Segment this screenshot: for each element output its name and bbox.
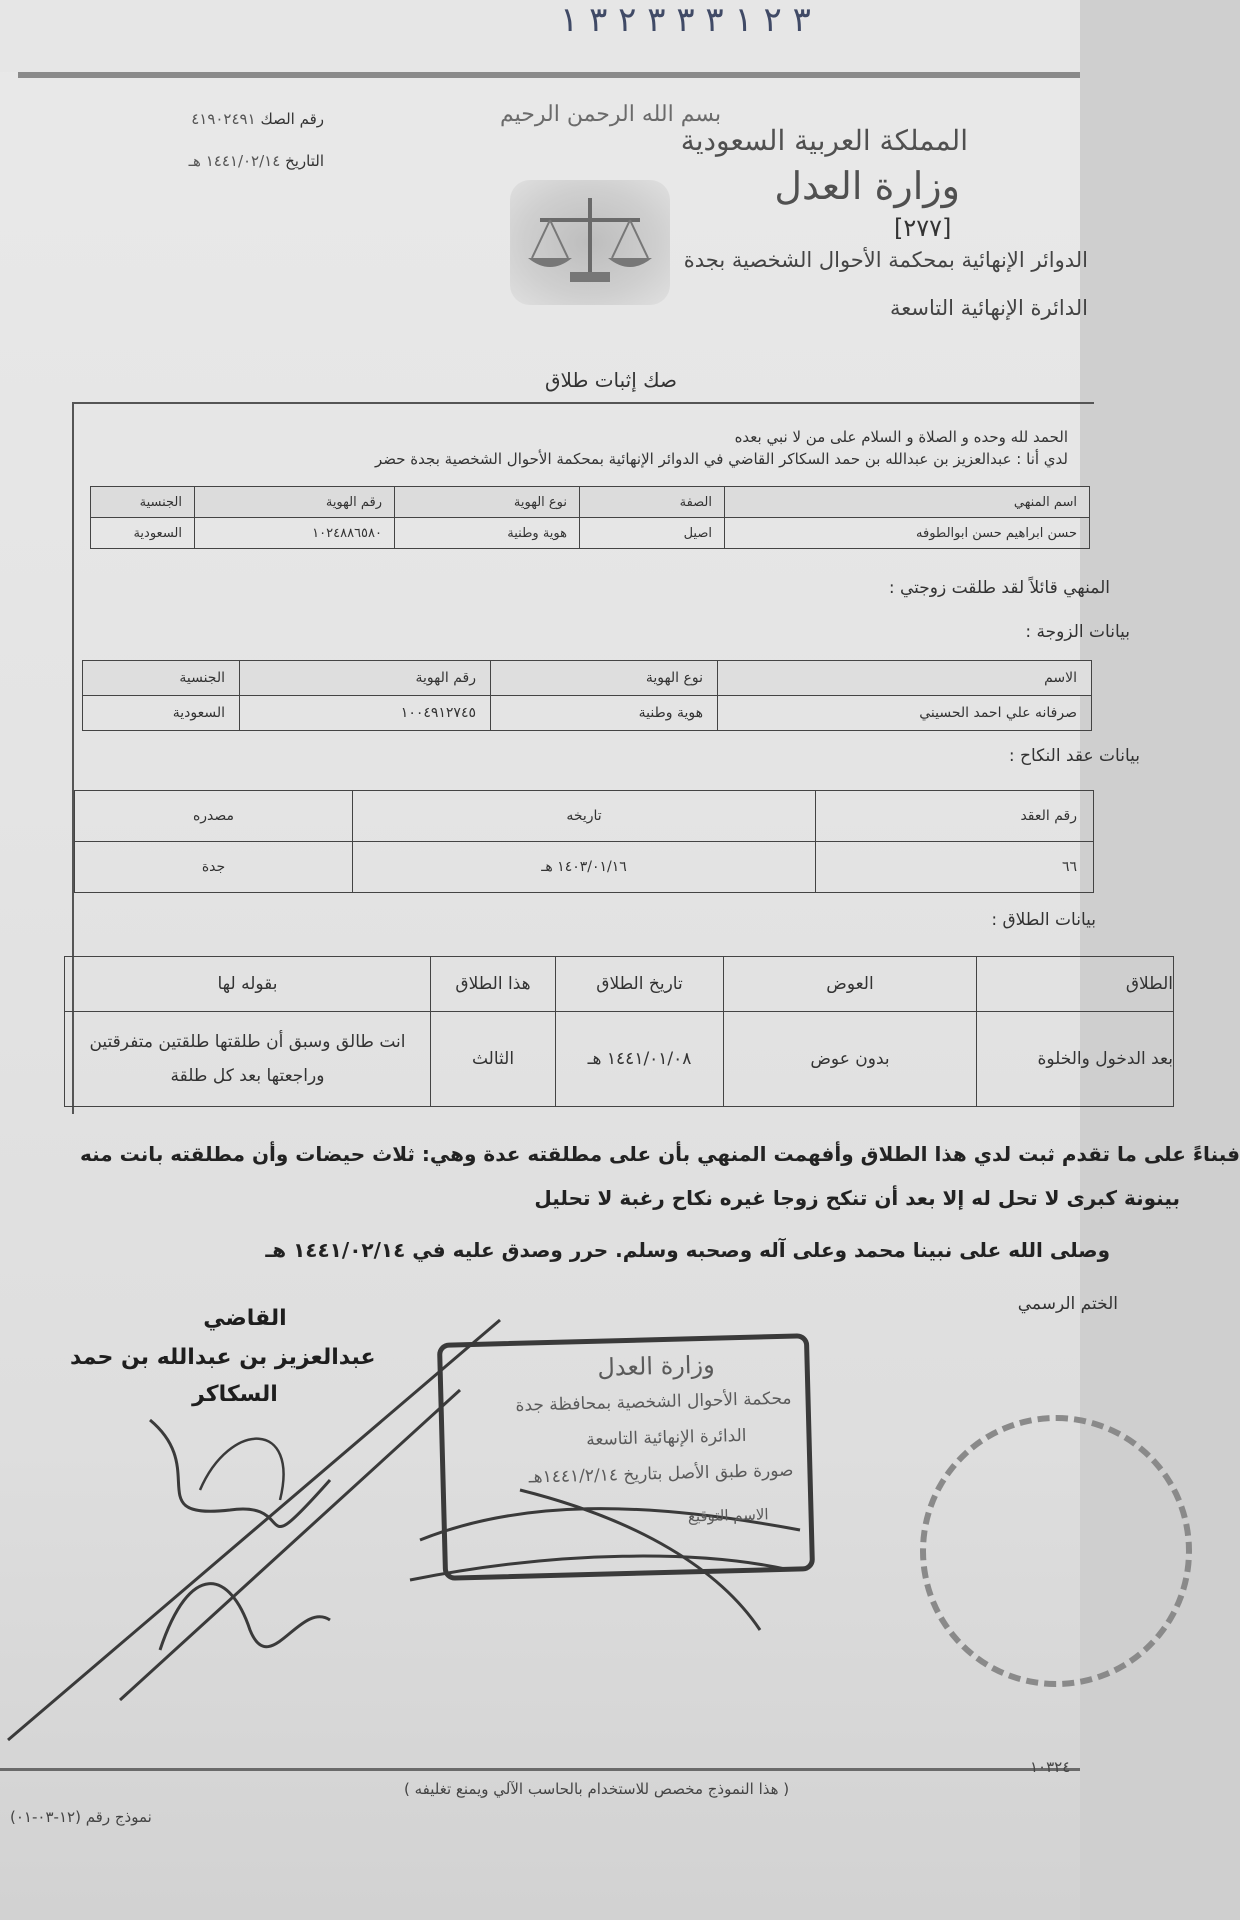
- date-value: ١٤٤١/٠٢/١٤ هـ: [188, 152, 281, 170]
- cell: ١٤٤١/٠١/٠٨ هـ: [556, 1012, 724, 1107]
- circuit-name: الدائرة الإنهائية التاسعة: [889, 296, 1088, 320]
- deed-number-row: [191, 110, 352, 128]
- stamp-line-5: الاسم التوقيع: [687, 1505, 769, 1526]
- cell: السعودية: [91, 518, 195, 549]
- header-cell: الاسم: [718, 661, 1092, 696]
- cell: انت طالق وسبق أن طلقتها طلقتين متفرقتين وراجعتها بعد كل طلقة: [65, 1012, 431, 1107]
- cell: هوية وطنية: [491, 696, 718, 731]
- table-header-row: [65, 957, 1174, 1012]
- basmala: بسم الله الرحمن الرحيم: [500, 102, 722, 127]
- header-cell: الجنسية: [91, 487, 195, 518]
- marriage-section-title: بيانات عقد النكاح :: [1008, 746, 1140, 766]
- deed-number-value: ٤١٩٠٢٤٩١: [191, 110, 256, 128]
- table-header-row: [75, 791, 1094, 842]
- judge-name-line-1: عبدالعزيز بن عبدالله بن حمد: [70, 1345, 376, 1370]
- conclusion-line-1: فبناءً على ما تقدم ثبت لدي هذا الطلاق وأفهمت المنهي بأن على مطلقته عدة وهي: ثلاث حيضات وأن مطلقته بانت منه: [79, 1142, 1240, 1166]
- stamp-line-4: صورة طبق الأصل بتاريخ ١٤٤١/٢/١٤هـ: [528, 1460, 794, 1488]
- party-table: [90, 486, 1090, 549]
- stamp-line-3: الدائرة الإنهائية التاسعة: [585, 1425, 747, 1451]
- header-cell: تاريخ الطلاق: [556, 957, 724, 1012]
- intro-line-2: لدي أنا : عبدالعزيز بن عبدالله بن حمد السكاكر القاضي في الدوائر الإنهائية بمحكمة الأحوال الشخصية بجدة حضر: [374, 450, 1068, 468]
- cell: بدون عوض: [724, 1012, 977, 1107]
- judge-role: القاضي: [203, 1306, 287, 1331]
- date-label: التاريخ: [285, 152, 324, 170]
- intro-line-1: الحمد لله وحده و الصلاة و السلام على من لا نبي بعده: [734, 428, 1068, 446]
- cell: اصيل: [580, 518, 725, 549]
- marriage-table: [74, 790, 1094, 893]
- cell: ١٠٢٤٨٨٦٥٨٠: [195, 518, 395, 549]
- header-cell: رقم الهوية: [240, 661, 491, 696]
- header-cell: رقم العقد: [816, 791, 1094, 842]
- cell: ٦٦: [816, 842, 1094, 893]
- cell: جدة: [75, 842, 353, 893]
- header-cell: هذا الطلاق: [431, 957, 556, 1012]
- form-number: نموذج رقم (١٢-٠٣-٠١): [10, 1808, 152, 1826]
- closing-line: وصلى الله على نبينا محمد وعلى آله وصحبه وسلم. حرر وصدق عليه في ١٤٤١/٠٢/١٤ هـ: [265, 1238, 1110, 1262]
- deed-number-label: رقم الصك: [260, 110, 324, 128]
- table-header-row: [91, 487, 1090, 518]
- footer-note: ( هذا النموذج مخصص للاستخدام بالحاسب الآلي ويمنع تغليفه ): [404, 1780, 790, 1798]
- wife-section-title: بيانات الزوجة :: [1025, 622, 1130, 642]
- top-handwritten-numbers: ٣ ٢ ١ ٣ ٣ ٣ ٢ ٣ ١: [560, 0, 811, 40]
- header-cell: تاريخه: [353, 791, 816, 842]
- cell: بعد الدخول والخلوة: [977, 1012, 1174, 1107]
- table-row: [75, 842, 1094, 893]
- table-row: [65, 1012, 1174, 1107]
- header-cell: العوض: [724, 957, 977, 1012]
- table-header-row: [83, 661, 1092, 696]
- top-strip: [0, 0, 1080, 72]
- header-cell: اسم المنهي: [725, 487, 1090, 518]
- kingdom-name: المملكة العربية السعودية: [680, 124, 968, 157]
- round-seal-icon: [920, 1415, 1192, 1687]
- header-cell: بقوله لها: [65, 957, 431, 1012]
- cell: ١٠٠٤٩١٢٧٤٥: [240, 696, 491, 731]
- header-cell: نوع الهوية: [491, 661, 718, 696]
- stamp-line-2: محكمة الأحوال الشخصية بمحافظة جدة: [515, 1388, 792, 1416]
- header-cell: نوع الهوية: [395, 487, 580, 518]
- header-cell: رقم الهوية: [195, 487, 395, 518]
- ministry-stamp: [437, 1333, 815, 1581]
- official-stamp-label: الختم الرسمي: [1017, 1294, 1118, 1314]
- footer-code: ١٠٣٢٤: [1030, 1758, 1071, 1776]
- page-top-edge: [18, 72, 1080, 78]
- scales-emblem-icon: [510, 180, 670, 305]
- cell: هوية وطنية: [395, 518, 580, 549]
- table-row: [91, 518, 1090, 549]
- conclusion-line-2: بينونة كبرى لا تحل له إلا بعد أن تنكح زوجا غيره نكاح رغبة لا تحليل: [534, 1186, 1180, 1210]
- cell: صرفانه علي احمد الحسيني: [718, 696, 1092, 731]
- cell: السعودية: [83, 696, 240, 731]
- stamp-line-1: وزارة العدل: [597, 1350, 715, 1382]
- court-name: الدوائر الإنهائية بمحكمة الأحوال الشخصية بجدة: [683, 248, 1088, 272]
- document-title: صك إثبات طلاق: [545, 368, 678, 392]
- header-cell: الطلاق: [977, 957, 1174, 1012]
- ministry-code: [٢٧٧]: [894, 214, 952, 242]
- ministry-name: وزارة العدل: [774, 164, 960, 208]
- header-cell: الجنسية: [83, 661, 240, 696]
- header-cell: الصفة: [580, 487, 725, 518]
- divorce-table: [64, 956, 1174, 1107]
- header-cell: مصدره: [75, 791, 353, 842]
- wife-table: [82, 660, 1092, 731]
- divorce-statement: المنهي قائلاً لقد طلقت زوجتي :: [888, 578, 1110, 598]
- footer-divider: [0, 1768, 1080, 1771]
- cell: ١٤٠٣/٠١/١٦ هـ: [353, 842, 816, 893]
- date-row: [189, 152, 352, 170]
- table-row: [83, 696, 1092, 731]
- judge-name-line-2: السكاكر: [192, 1382, 278, 1407]
- divorce-section-title: بيانات الطلاق :: [991, 910, 1096, 930]
- cell: الثالث: [431, 1012, 556, 1107]
- cell: حسن ابراهيم حسن ابوالطوفه: [725, 518, 1090, 549]
